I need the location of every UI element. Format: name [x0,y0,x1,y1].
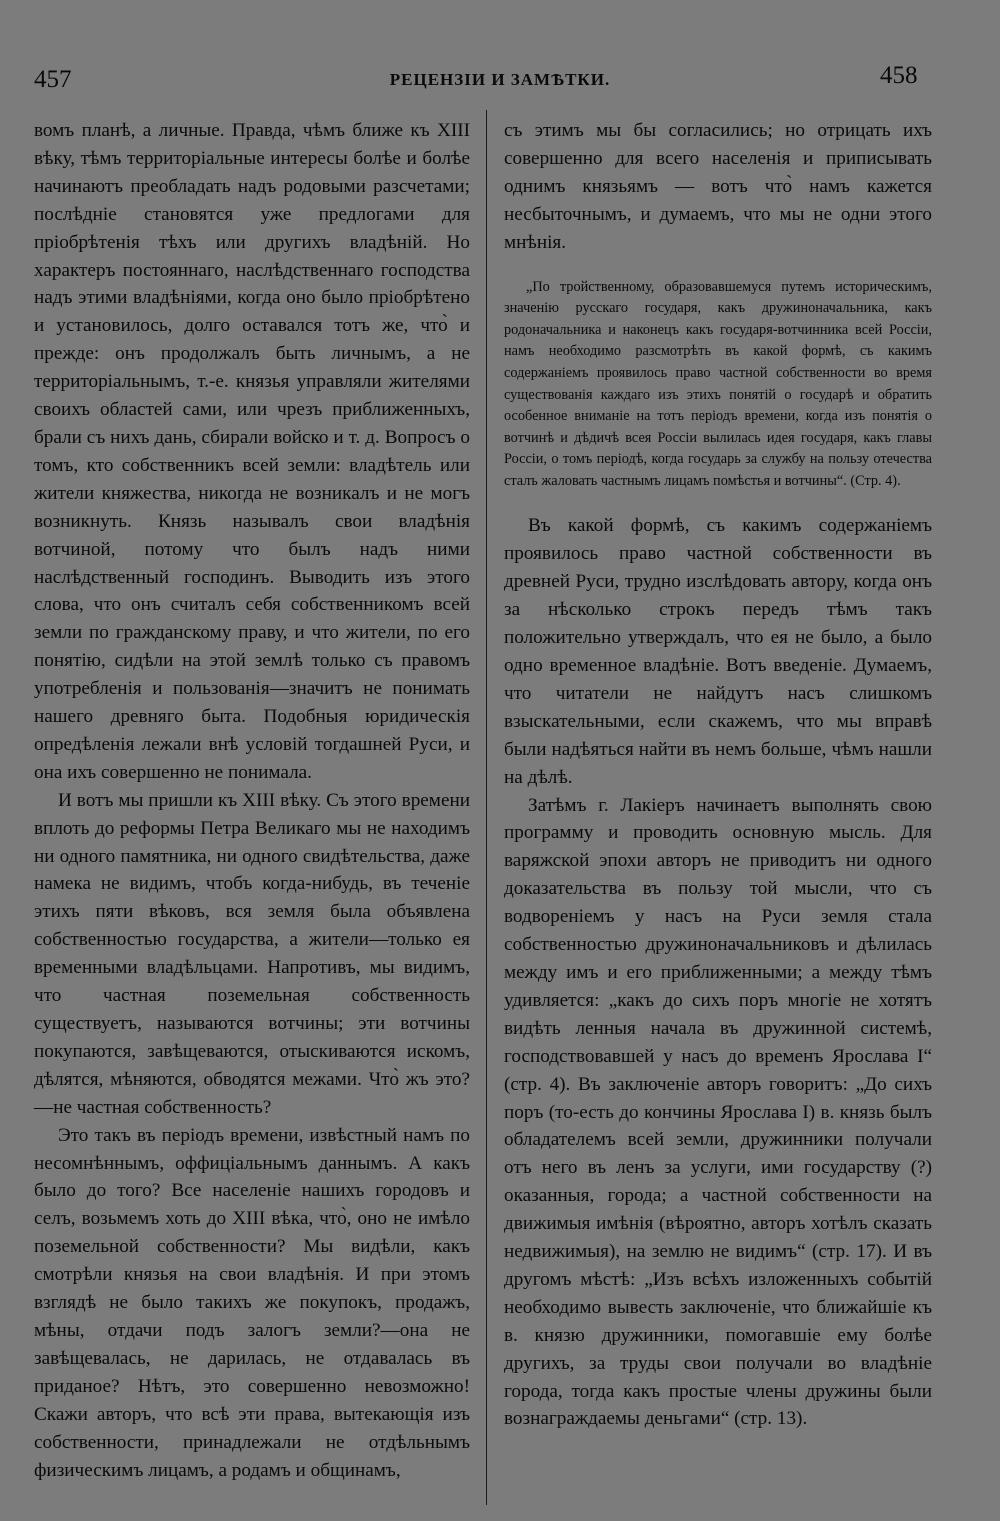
paragraph: Въ какой формѣ, съ какимъ содержаніемъ проявилось право частной собственности въ древней Руси, трудно изслѣдовать автору, когда онъ за нѣсколько строкъ передъ тѣмъ такъ положительно утверждалъ, что ея не было, а было одно временное владѣніе. Вотъ введеніе. Думаемъ, что читатели не найдутъ насъ слишкомъ взыскательными, если скажемъ, что мы вправѣ были надѣяться найти въ немъ больше, чѣмъ нашли на дѣлѣ. [504,515,932,788]
paragraph: съ этимъ мы бы согласились; но отрицать ихъ совершенно для всего населенія и приписывать однимъ князьямъ — вотъ что̀ намъ кажется несбыточнымъ, и думаемъ, что мы не одни этого мнѣнія. [504,120,932,253]
block-quote: „По тройственному, образовавшемуся путемъ историческимъ, значенію русскаго государя, какъ дружиноначальника, какъ родоначальника и наконецъ какъ государя-вотчинника всей Россіи, намъ необходимо разсмотрѣть въ какой формѣ, съ какимъ содержаніемъ проявилось право частной собственности во время существованія каждаго изъ этихъ понятій о государѣ и обратить особенное вниманіе на тотъ періодъ времени, когда изъ понятія о вотчинѣ и дѣдичѣ всея Россіи вылилась идея государя, какъ главы Россіи, о томъ періодѣ, когда государь за службу на пользу отечества сталъ жаловать частнымъ лицамъ помѣстья и вотчины“. (Стр. 4). [504,278,932,489]
right-column [504,117,932,1433]
left-column [34,117,470,1484]
paragraph: вомъ планѣ, а личные. Правда, чѣмъ ближе къ XIII вѣку, тѣмъ территоріальные интересы болѣе и болѣе начинаютъ преобладать надъ родовыми разсчетами; послѣдніе становятся уже предлогами для пріобрѣтенія тѣхъ или другихъ владѣній. Но характеръ постояннаго, наслѣдственнаго господства надъ этими владѣніями, когда оно было пріобрѣтено и установилось, долго оставался тотъ же, что̀ и прежде: онъ продолжалъ быть личнымъ, а не территоріальнымъ, т.-е. князья управляли жителями своихъ областей сами, или чрезъ приближенныхъ, брали съ нихъ дань, сбирали войско и т. д. Вопросъ о томъ, кто собственникъ всей земли: владѣтель или жители княжества, никогда не возникалъ и не могъ возникнуть. Князь называлъ свои владѣнія вотчиной, потому что былъ надъ ними наслѣдственный господинъ. Выводить изъ этого слова, что онъ считалъ себя собственникомъ всей земли по гражданскому праву, и что жители, по его понятію, сидѣли на этой землѣ только съ правомъ употребленія и пользованія—значитъ не понимать нашего древняго быта. Подобныя юридическія опредѣленія лежали внѣ условій тогдашней Руси, и она ихъ совершенно не понимала. [34,120,470,783]
page-number-left: 457 [34,66,72,93]
column-divider [486,110,487,1505]
paragraph: Затѣмъ г. Лакіеръ начинаетъ выполнять свою программу и проводить основную мысль. Для варяжской эпохи авторъ не приводитъ ни одного доказательства въ пользу той мысли, что съ водвореніемъ у насъ на Руси земля стала собственностью дружиноначальниковъ и дѣлилась между имъ и его приближенными; а между тѣмъ удивляется: „какъ до сихъ поръ многіе не хотятъ видѣть ленныя начала въ дружинной системѣ, господствовавшей у насъ до временъ Ярослава I“ (стр. 4). Въ заключеніе авторъ говоритъ: „До сихъ поръ (то-есть до кончины Ярослава I) в. князь былъ обладателемъ всей земли, дружинники получали отъ него въ ленъ за услуги, ими государству (?) оказанныя, города; а частной собственности на движимыя имѣнія (вѣроятно, авторъ хотѣлъ сказать недвижимыя), на землю не видимъ“ (стр. 17). И въ другомъ мѣстѣ: „Изъ всѣхъ изложенныхъ событій необходимо вывесть заключеніе, что ближайшіе къ в. князю дружинники, помогавшіе ему болѣе другихъ, за труды свои получали во владѣніе города, тогда какъ простые члены дружины были вознаграждаемы деньгами“ (стр. 13). [504,794,932,1430]
paragraph: Это такъ въ періодъ времени, извѣстный намъ по несомнѣннымъ, оффиціальнымъ даннымъ. А какъ было до того? Все населеніе нашихъ городовъ и селъ, возьмемъ хоть до XIII вѣка, что̀, оно не имѣло поземельной собственности? Мы видѣли, какъ смотрѣли князья на свои владѣнія. И при этомъ взглядѣ не было такихъ же покупокъ, продажъ, мѣны, отдачи подъ залогъ земли?—она не завѣщевалась, не дарилась, не отдавалась въ приданое? Нѣтъ, это совершенно невозможно! Скажи авторъ, что всѣ эти права, вытекающія изъ собственности, принадлежали не отдѣльнымъ физическимъ лицамъ, а родамъ и общинамъ, [34,1124,470,1481]
page-number-right: 458 [880,62,918,89]
running-title: РЕЦЕНЗІИ И ЗАМѢТКИ. [389,70,611,89]
paragraph: И вотъ мы пришли къ XIII вѣку. Съ этого времени вплоть до реформы Петра Великаго мы не находимъ ни одного памятника, ни одного свидѣтельства, даже намека не видимъ, чтобъ когда-нибудь, въ теченіе этихъ пяти вѣковъ, вся земля была объявлена собственностью государства, а жители—только ея временными владѣльцами. Напротивъ, мы видимъ, что частная поземельная собственность существуетъ, называются вотчины; эти вотчины покупаются, завѣщеваются, отыскиваются искомъ, дѣлятся, мѣняются, обводятся межами. Что̀ жъ это?—не частная собственность? [34,789,470,1118]
